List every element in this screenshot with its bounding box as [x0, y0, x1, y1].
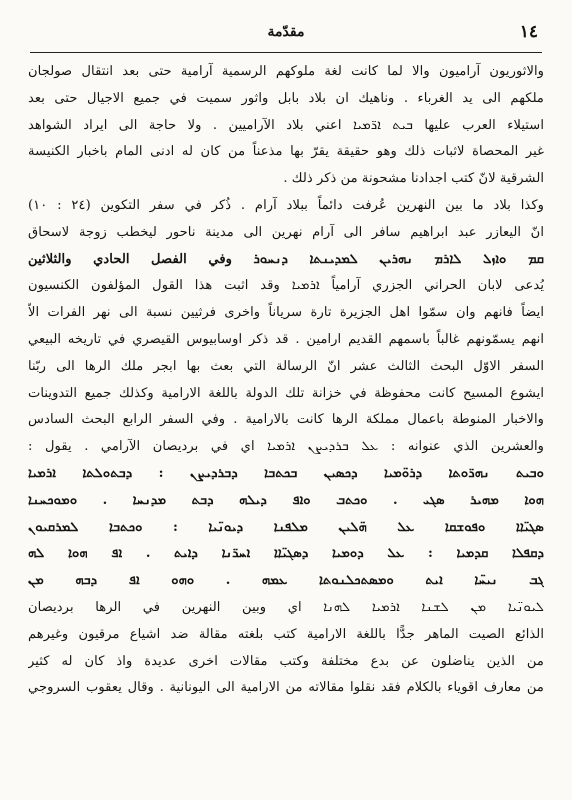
syriac-line: ܕܩܦܠܐ ܩܕܡܝܐ : ܥܠ ܕܘܡܝܐ ܕܣܓܝ̈ܐܐ ܐܚܪ̈ܢܐ ܕܐܝܬ . ܐܦ ܗܘܐ ܠܗ	[28, 546, 544, 562]
syriac-line: ܗܘܐ ܡܗܝܪ ܣܓܝ . ܘܟܬܒ ܘܐܦ ܕܝܠܗ ܕܒܬ ܡܕܢܚܐ . ܘܡܘܟܚܢܐ	[28, 492, 544, 508]
syriac-line: ܣܓܝ̈ܐܐ ܘܦܘܫܩܐ ܥܠ ܗ̈ܠܝܢ ܡܠܦܢܐ ܕܝܘܢ̈ܝܐ : ܘܟܬܒܐ ܠܡܪܩܝܘܢ	[28, 519, 544, 535]
text-line: ايضاً فانهم وان سمّوا اهل الجزيرة تارة سرياناً واخرى فرثيين نسبة الى نهر الفرات الاّ	[28, 305, 544, 321]
text-line: السفر الاوّل البحث الثالث عشر انّ الرسالة التي بعث بها ابجر ملك الرها الى ربّنا	[28, 358, 544, 374]
text-line: من معارف اقوياء بالكلام فقد نقلوا مقالاته من الارامية الى اليونانية . وقال يعقوب السروجي	[28, 680, 544, 696]
text-line: ملكهم الى يد الغرباء . وناهيك ان بلاد بابل واثور سميت في جميع الاجيال حتى بعد	[28, 90, 544, 106]
text-line: ܠܝܘܢ̈ܝܐ ܡܢ ܠܫܢܐ ܐܪܡܝܐ ܠܗܢܐ اي وبين النهرين في الرها برديصان	[28, 599, 544, 615]
text-line: يُدعى لابان الحراني الجزري آرامياً ܐܪܡܝܐ وقد اثبت هذا القول المؤلفون الكنسيون	[28, 278, 544, 294]
text-line: الشرقية لانّ كتب اجدادنا مشحونة من ذكر ذلك .	[283, 171, 544, 187]
page-header	[22, 18, 550, 52]
text-line: والاخبار المنوطة باعمال مملكة الرها كانت بالارامية . وفي السفر الرابع البحث السادس	[28, 412, 544, 428]
text-line: والاثوريون آراميون والا لما كانت لغة ملوكهم الرسمية آرامية حتى بعد انتقال صولجان	[28, 64, 544, 79]
text-line: انهم يسمّونهم غالباً باسمهم القديم ارامين . قد ذكر اوسابيوس القيصري في تاريخه البيعي	[28, 331, 544, 347]
text-line: انّ اليعازر عبد ابراهيم سافر الى آرام نهرين الى مدينة ناحور ليخطب زوجة لاسحاق	[28, 224, 544, 240]
text-line: والعشرين الذي عنوانه : ܥܠ ܒܪܕܝܨܢ ܐܪܡܝܐ اي في برديصان الآرامي . يقول :	[28, 439, 544, 455]
running-title: مقدّمة	[267, 24, 305, 40]
body-text	[28, 59, 544, 702]
page-number: ١٤	[519, 22, 538, 42]
text-line: غير المحصاة لاثبات ذلك وهو حقيقة يقرّ بها مذعناً من كان له ادنى المام باخبار الكنيسة	[28, 144, 544, 160]
text-line: وكذا بلاد ما بين النهرين عُرفت دائماً ببلاد آرام . ذُكر في سفر التكوين (٢٤ : ١٠)	[28, 197, 544, 213]
header-rule	[30, 52, 542, 53]
document-page	[22, 18, 550, 788]
text-line: من الذين يناضلون عن بدع مختلفة وكتب مقالات اخرى عديدة واذ كان له كثير	[28, 653, 544, 669]
text-line: الذائع الصيت الماهر جدًّا باللغة الارامية كتب بلغته مقالة ضد اشياع مرقيون وغيرهم	[28, 626, 544, 642]
text-line: ܩܡ ܘܐܙܠ ܠܐܪܡ ܢܗܪܝܢ ܠܡܕܝܢܬܐ ܕܢܚܘܪ وفي الفصل الحادي والثلاثين	[28, 251, 544, 267]
text-line: استيلاء العرب عليها ܒܝܬ ܐܪ̈ܡܝܐ اعني بلاد الآراميين . ولا حاجة الى ايراد الشواهد	[28, 117, 544, 133]
syriac-line: ܘܒܝܬ ܢܗܪ̈ܘܬܐ ܕܪܘ̈ܡܝܐ ܕܟܣܝܢ ܒܟܬܒܐ ܕܒܪܕܝܨܢ : ܕܒܬܘܠܬܐ ܐܪܡܝܐ	[28, 465, 544, 481]
text-line: ايشوع المسيح كانت محفوظة في خزانة تلك الدولة باللغة الارامية وكذلك جميع التدوينات	[28, 385, 544, 401]
syriac-line: ܓܒ ܢܝܚ̈ܐ ܐܝܬ ܘܡܣܬܟܠܢܘܬܐ ܥܡܗ . ܘܗܘ ܐܦ ܕܒܗ ܡܢ	[28, 573, 544, 589]
